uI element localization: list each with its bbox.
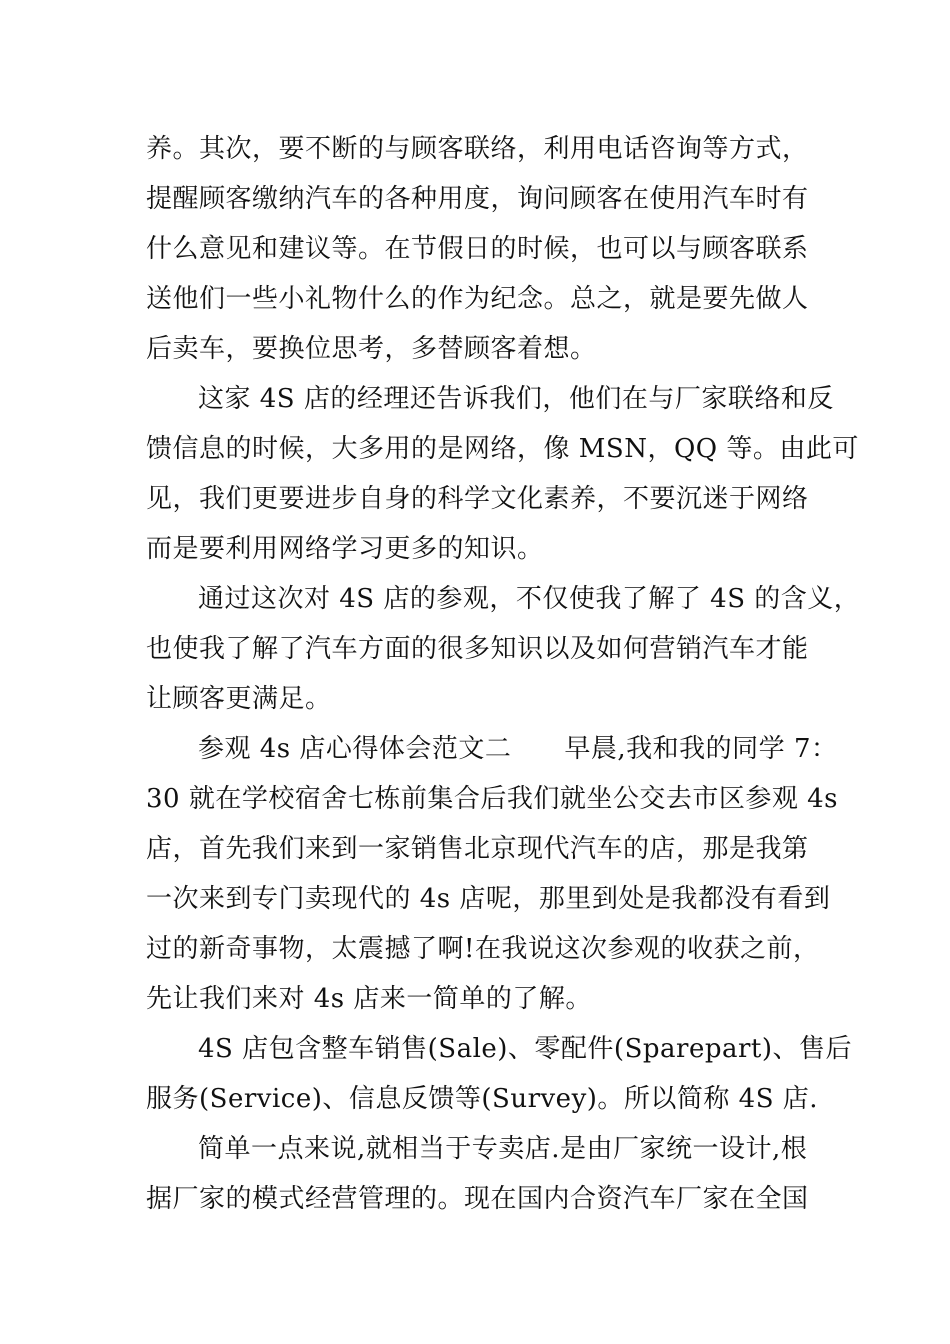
paragraph [146, 724, 838, 1024]
text-line: 简单一点来说,就相当于专卖店.是由厂家统一设计,根 [198, 1134, 808, 1164]
paragraph [146, 574, 861, 724]
text-line: 30 就在学校宿舍七栋前集合后我们就坐公交去市区参观 4s [146, 784, 838, 814]
text-line: 参观 4s 店心得体会范文二 早晨,我和我的同学 7： [198, 734, 838, 764]
text-line: 提醒顾客缴纳汽车的各种用度，询问顾客在使用汽车时有 [146, 184, 809, 214]
paragraph [146, 1024, 853, 1124]
paragraph [146, 374, 859, 574]
text-line: 店，首先我们来到一家销售北京现代汽车的店，那是我第 [146, 834, 809, 864]
text-line: 送他们一些小礼物什么的作为纪念。总之，就是要先做人 [146, 284, 809, 314]
paragraph [146, 1124, 808, 1224]
document-body [146, 124, 861, 1224]
text-line: 一次来到专门卖现代的 4s 店呢，那里到处是我都没有看到 [146, 884, 831, 914]
text-line: 也使我了解了汽车方面的很多知识以及如何营销汽车才能 [146, 634, 809, 664]
text-line: 见，我们更要进步自身的科学文化素养，不要沉迷于网络 [146, 484, 809, 514]
text-line: 后卖车，要换位思考，多替顾客着想。 [146, 334, 597, 364]
text-line: 过的新奇事物，太震撼了啊!在我说这次参观的收获之前， [146, 934, 820, 964]
text-line: 什么意见和建议等。在节假日的时候，也可以与顾客联系 [146, 234, 809, 264]
text-line: 通过这次对 4S 店的参观，不仅使我了解了 4S 的含义， [198, 584, 861, 614]
text-line: 服务(Service)、信息反馈等(Survey)。所以简称 4S 店. [146, 1084, 819, 1114]
text-line: 而是要利用网络学习更多的知识。 [146, 534, 544, 564]
text-line: 4S 店包含整车销售(Sale)、零配件(Sparepart)、售后 [198, 1034, 853, 1064]
text-line: 让顾客更满足。 [146, 684, 332, 714]
text-line: 馈信息的时候，大多用的是网络，像 MSN，QQ 等。由此可 [146, 434, 859, 464]
paragraph [146, 124, 808, 374]
text-line: 先让我们来对 4s 店来一简单的了解。 [146, 984, 592, 1014]
text-line: 养。其次，要不断的与顾客联络，利用电话咨询等方式， [146, 134, 809, 164]
text-line: 据厂家的模式经营管理的。现在国内合资汽车厂家在全国 [146, 1184, 809, 1214]
text-line: 这家 4S 店的经理还告诉我们，他们在与厂家联络和反 [198, 384, 834, 414]
